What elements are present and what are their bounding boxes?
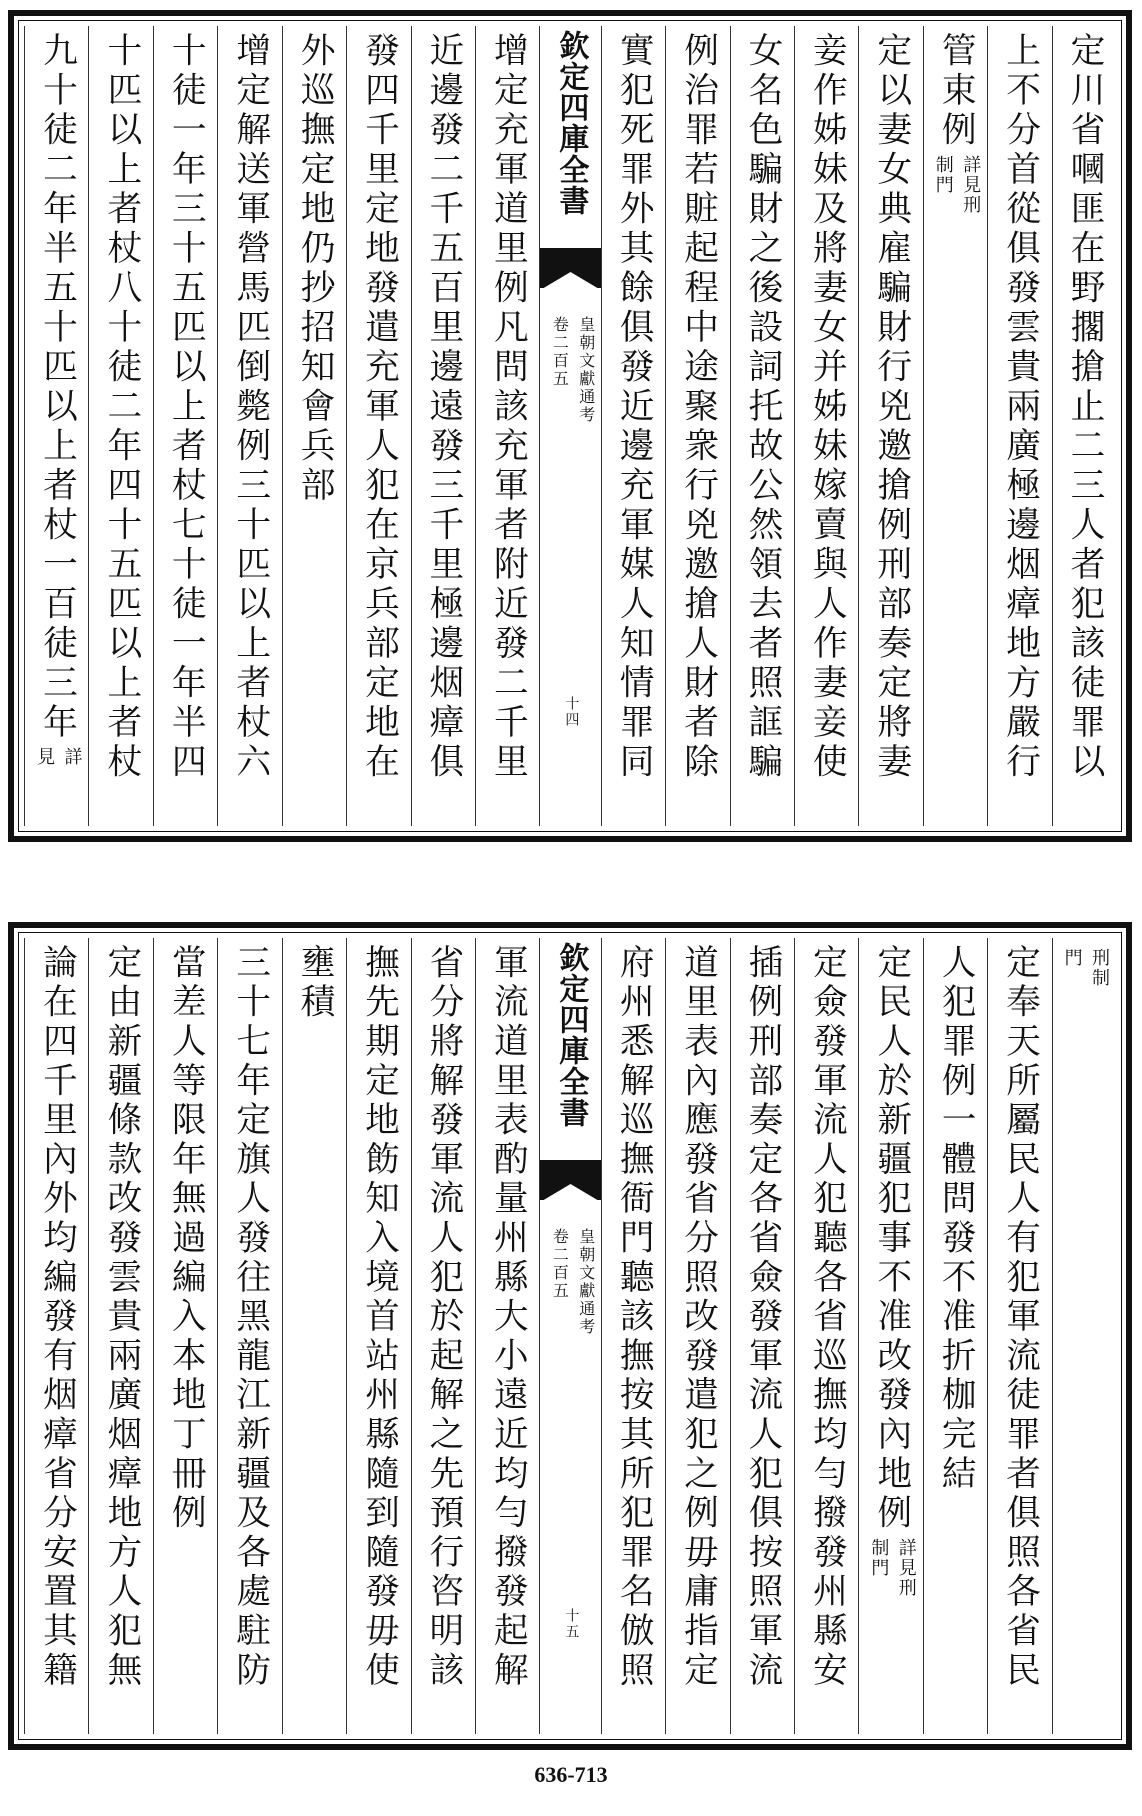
annotation-left: 制門 [932,154,954,195]
fishtail-mark [540,1160,600,1200]
text-column [475,26,539,826]
top-page-columns [24,26,1116,826]
column-text: 增定充軍道里例凡問該充軍者附近發二千里 [487,32,528,783]
text-column [411,26,475,826]
text-column [88,26,152,826]
text-column [858,26,922,826]
text-column [24,938,88,1734]
center-column [539,26,600,826]
annotation-right: 刑制 [1089,948,1110,988]
text-column [1052,26,1116,826]
text-column [282,26,346,826]
text-column [282,938,346,1734]
top-page [8,10,1132,842]
column-text: 軍流道里表酌量州縣大小遠近均勻撥發起解 [487,944,528,1691]
column-text: 定僉發軍流人犯聽各省巡撫均勻撥發州縣安 [806,944,847,1691]
bottom-page [8,922,1132,1750]
column-text: 管束例 [935,32,976,151]
column-text: 論在四千里內外均編發有烟瘴省分安置其籍 [36,944,77,1691]
bottom-page-columns [24,938,1116,1734]
column-text: 上不分首從俱發雲貴兩廣極邊烟瘴地方嚴行 [999,32,1040,783]
column-text: 例治罪若賍起程中途聚衆行兇邀搶人財者除 [677,32,718,783]
page-number: 636-713 [534,1762,608,1787]
annotation-left: 門 [1061,948,1083,968]
text-column [475,938,539,1734]
column-text: 府州悉解巡撫衙門聽該撫按其所犯罪名倣照 [613,944,654,1691]
text-column [987,938,1051,1734]
text-column [601,26,665,826]
text-column [217,938,281,1734]
subtitle-left: 卷二百五 [550,1228,570,1300]
column-text: 九十徒二年半五十匹以上者杖一百徒三年 [36,32,77,743]
annotation-right: 詳見刑 [895,1537,917,1598]
text-column [665,26,729,826]
text-column [987,26,1051,826]
column-text: 近邊發二千五百里邊遠發三千里極邊烟瘴俱 [422,32,463,783]
text-column [88,938,152,1734]
text-column [794,26,858,826]
text-column [858,938,922,1734]
text-column [923,26,987,826]
text-column [794,938,858,1734]
column-text: 定川省嘓匪在野擱搶止二三人者犯該徒罪以 [1064,32,1104,783]
text-column [1052,938,1116,1734]
text-column [153,938,217,1734]
text-column [730,26,794,826]
column-text: 壅積 [294,944,335,1023]
text-column [24,26,88,826]
book-title: 欽定四庫全書 [553,942,589,1128]
column-text: 道里表內應發省分照改發遣犯之例毋庸指定 [677,944,718,1691]
text-column [601,938,665,1734]
text-column [411,938,475,1734]
column-text: 定民人於新疆犯事不准改發內地例 [870,944,911,1534]
center-column [539,938,600,1734]
column-text: 定以妻女典雇騙財行兇邀搶例刑部奏定將妻 [870,32,911,783]
column-text: 人犯罪例一體問發不准折枷完結 [935,944,976,1495]
text-column [346,938,410,1734]
column-text: 妾作姊妹及將妻女并姊妹嫁賣與人作妻妾使 [806,32,847,783]
text-column [346,26,410,826]
subtitle-right: 皇朝文獻通考 [576,316,596,424]
column-text: 女名色騙財之後設詞托故公然領去者照誆騙 [741,32,782,783]
column-text: 發四千里定地發遣充軍人犯在京兵部定地在 [358,32,399,783]
column-text: 實犯死罪外其餘俱發近邊充軍媒人知情罪同 [613,32,654,783]
text-column [153,26,217,826]
annotation-right: 詳見刑 [960,154,982,215]
column-text: 定奉天所屬民人有犯軍流徒罪者俱照各省民 [999,944,1040,1691]
leaf-number: 十五 [563,1608,580,1640]
column-text: 增定解送軍營馬匹倒斃例三十匹以上者杖六 [229,32,270,783]
fishtail-mark [540,248,600,288]
subtitle-left: 卷二百五 [550,316,570,388]
column-text: 三十七年定旗人發往黑龍江新疆及各處駐防 [229,944,270,1691]
column-text: 外巡撫定地仍抄招知會兵部 [294,32,335,506]
column-text: 插例刑部奏定各省僉發軍流人犯俱按照軍流 [741,944,782,1691]
annotation-left: 見 [34,747,56,767]
text-column [217,26,281,826]
column-text: 省分將解發軍流人犯於起解之先預行咨明該 [422,944,463,1691]
annotation-right: 詳 [61,747,83,767]
column-text: 當差人等限年無過編入本地丁冊例 [165,944,206,1534]
column-text: 定由新疆條款改發雲貴兩廣烟瘴地方人犯無 [100,944,141,1691]
column-text: 十匹以上者杖八十徒二年四十五匹以上者杖 [100,32,141,783]
annotation-left: 制門 [868,1537,890,1578]
text-column [730,938,794,1734]
text-column [923,938,987,1734]
leaf-number: 十四 [563,696,580,728]
subtitle-right: 皇朝文獻通考 [576,1228,596,1336]
column-text: 十徒一年三十五匹以上者杖七十徒一年半四 [165,32,206,783]
text-column [665,938,729,1734]
column-text: 撫先期定地飭知入境首站州縣隨到隨發毋使 [358,944,399,1691]
book-title: 欽定四庫全書 [553,30,589,216]
